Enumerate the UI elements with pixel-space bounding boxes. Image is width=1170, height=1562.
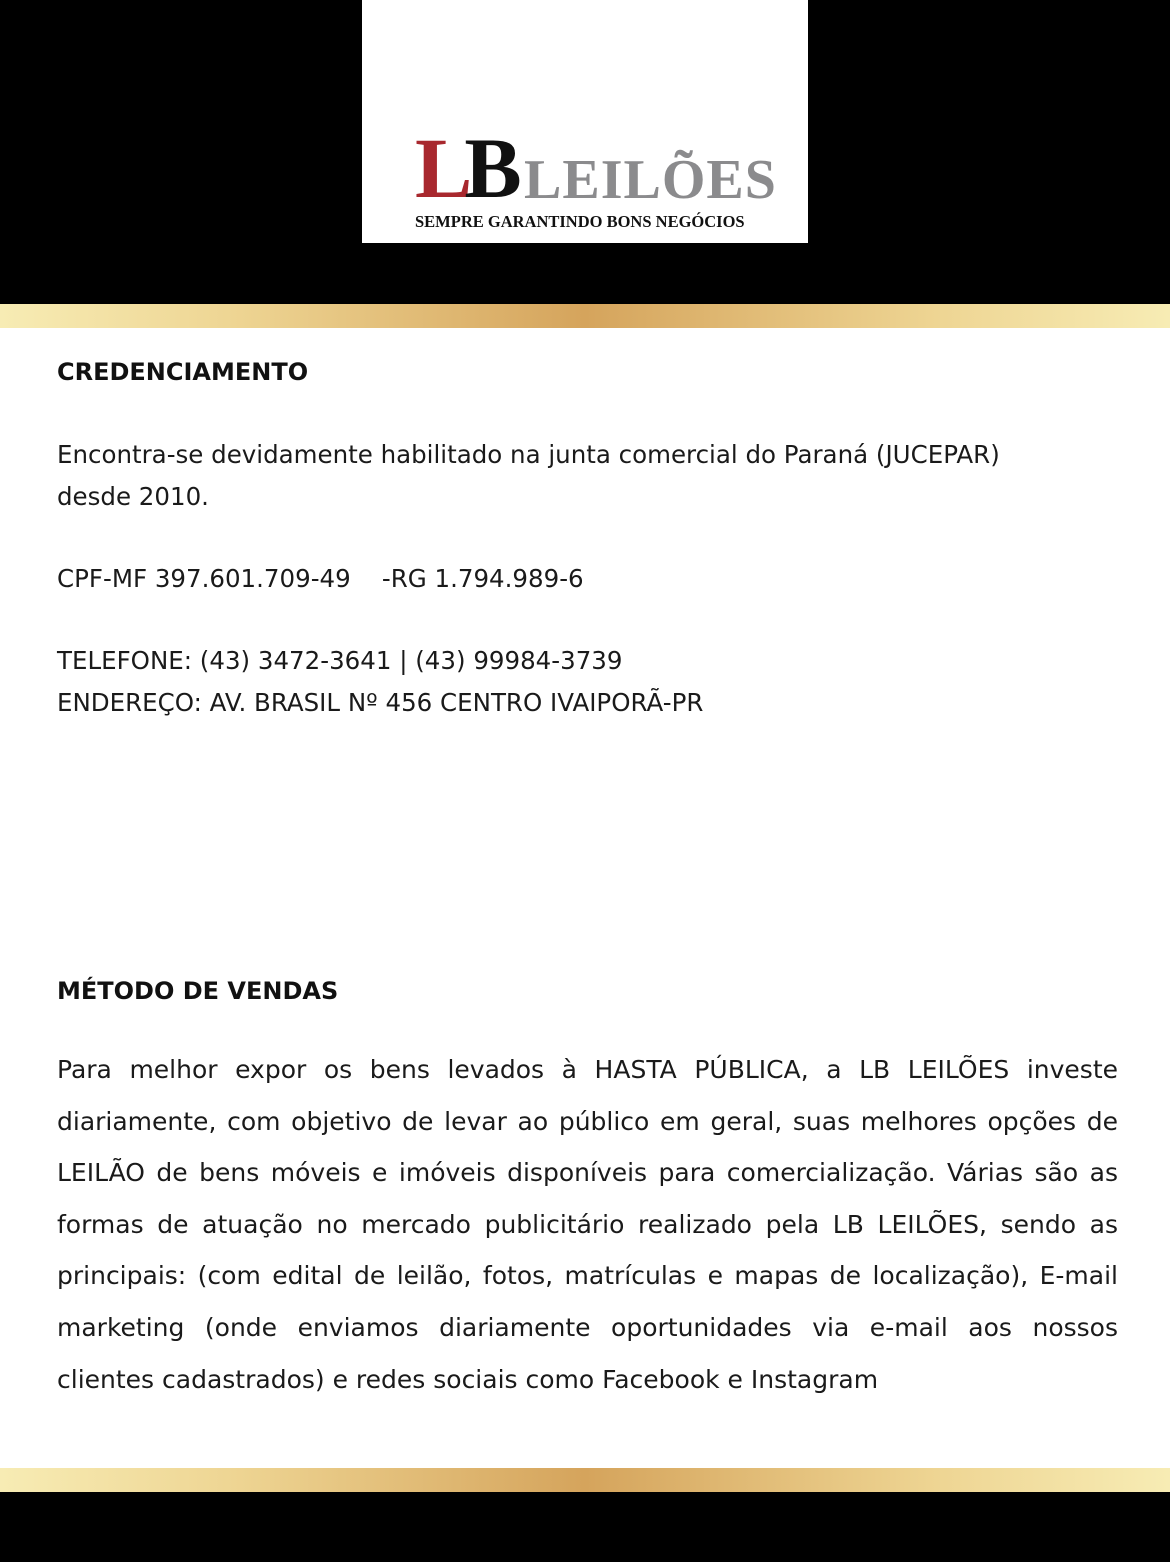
gold-divider-top [0,304,1170,328]
credenciamento-heading: CREDENCIAMENTO [57,358,309,386]
document-ids: CPF-MF 397.601.709-49 -RG 1.794.989-6 [57,564,584,593]
metodo-paragraph: Para melhor expor os bens levados à HASTA PÚBLICA, a LB LEILÕES investe diariamente, com objetivo de levar ao público em geral, suas melhores opções de LEILÃO de bens móveis e imóveis disponíveis para comercialização. Várias são as formas de atuação no mercado publicitário realizado pela LB LEILÕES, sendo as principais: (com edital de leilão, fotos, matrículas e mapas de localização), E-mail marketing (onde enviamos diariamente oportunidades via e-mail aos nossos clientes cadastrados) e redes sociais como Facebook e Instagram [57,1055,1118,1394]
endereco-line: ENDEREÇO: AV. BRASIL Nº 456 CENTRO IVAIPORÃ-PR [57,688,704,717]
logo-letter-b: B [464,120,514,216]
logo-letter-l: L [415,120,465,216]
footer-band [0,1492,1170,1562]
telefone-line: TELEFONE: (43) 3472-3641 | (43) 99984-3739 [57,646,623,675]
credenciamento-line-1: Encontra-se devidamente habilitado na junta comercial do Paraná (JUCEPAR) [57,440,1000,469]
gold-divider-bottom [0,1468,1170,1492]
metodo-heading: MÉTODO DE VENDAS [57,977,339,1005]
lb-logo-mark [415,120,514,216]
logo-wordmark: LEILÕES [524,149,777,211]
logo-tagline: SEMPRE GARANTINDO BONS NEGÓCIOS [415,212,745,231]
credenciamento-line-2: desde 2010. [57,482,209,511]
